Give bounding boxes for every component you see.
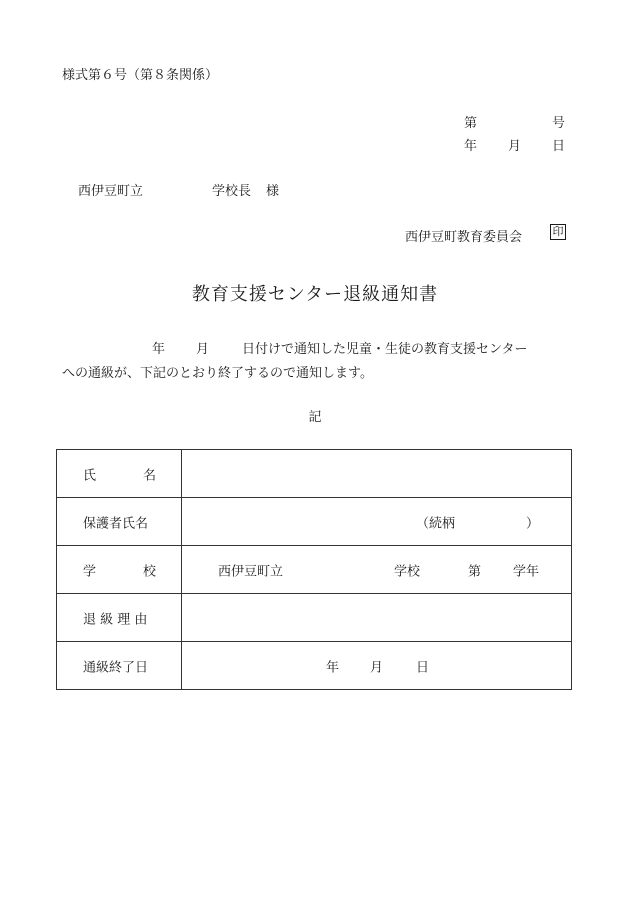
body-year: 年	[152, 342, 166, 357]
field-school[interactable]	[182, 546, 572, 594]
school-dai: 第	[468, 564, 482, 579]
school-suffix: 学校	[394, 564, 421, 579]
label-name	[57, 450, 182, 498]
doc-number-dai: 第	[464, 116, 478, 131]
relation-open: （続柄	[416, 516, 456, 531]
label-end-date	[57, 642, 182, 690]
end-month: 月	[370, 660, 384, 675]
label-end-date-text: 通級終了日	[83, 660, 149, 675]
record-table	[56, 449, 572, 690]
label-school-b: 校	[143, 564, 157, 579]
body-month: 月	[196, 342, 210, 357]
row-reason	[57, 594, 572, 642]
field-guardian-name[interactable]	[182, 498, 572, 546]
label-school-a: 学	[83, 564, 97, 579]
date-year: 年	[464, 139, 478, 154]
addressee-principal: 学校長	[212, 184, 252, 199]
end-day: 日	[416, 660, 430, 675]
field-student-name[interactable]	[182, 450, 572, 498]
body-line1: 日付けで通知した児童・生徒の教育支援センター	[242, 342, 528, 357]
label-name-b: 名	[143, 468, 157, 483]
relation-close: ）	[526, 516, 540, 531]
label-school	[57, 546, 182, 594]
school-town: 西伊豆町立	[218, 564, 284, 579]
label-guardian	[57, 498, 182, 546]
ki-label: 記	[308, 410, 322, 425]
row-guardian	[57, 498, 572, 546]
label-name-a: 氏	[83, 468, 97, 483]
doc-number-go: 号	[552, 116, 566, 131]
seal-mark: 印	[550, 224, 566, 240]
label-reason-text: 退 級 理 由	[83, 612, 148, 627]
date-month: 月	[508, 139, 522, 154]
row-end-date	[57, 642, 572, 690]
body-line2: への通級が、下記のとおり終了するので通知します。	[62, 366, 373, 381]
row-name	[57, 450, 572, 498]
school-grade: 学年	[513, 564, 540, 579]
form-number: 様式第６号（第８条関係）	[62, 68, 219, 83]
document-title: 教育支援センター退級通知書	[191, 284, 439, 305]
date-day: 日	[552, 139, 566, 154]
row-school	[57, 546, 572, 594]
end-year: 年	[326, 660, 340, 675]
label-reason	[57, 594, 182, 642]
label-guardian-text: 保護者氏名	[83, 516, 149, 531]
field-end-date[interactable]	[182, 642, 572, 690]
addressee-town: 西伊豆町立	[78, 184, 144, 199]
issuer-name: 西伊豆町教育委員会	[405, 230, 523, 245]
addressee-sama: 様	[266, 184, 280, 199]
field-reason[interactable]	[182, 594, 572, 642]
